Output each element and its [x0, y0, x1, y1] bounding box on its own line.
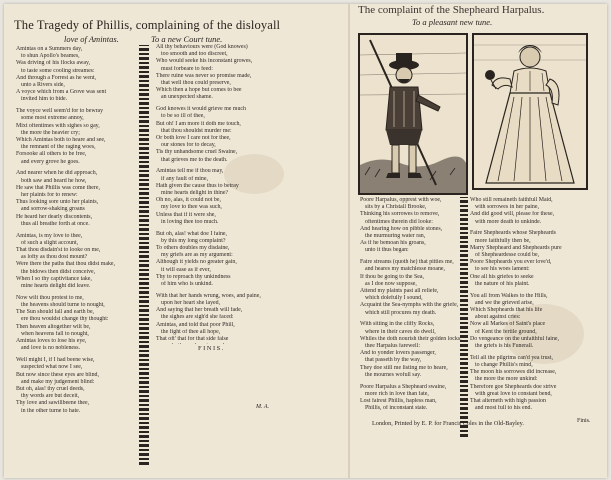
verse-line: Amintas, is my love to thee,: [16, 232, 83, 239]
verse-line: Thy to reproach thy unkindness: [156, 273, 231, 280]
verse-line: Poore Shepheards you ever love'd,: [470, 259, 552, 266]
verse-line: unto a Rivers side,: [21, 82, 65, 89]
verse-line: of Shepheardesse could be,: [475, 252, 540, 259]
verse-stanza: [470, 230, 600, 288]
verse-line: oftentimes therein did looke:: [365, 218, 433, 225]
verse-line: the more the more unkind:: [475, 376, 538, 383]
verse-line: some most extreme annoy,: [21, 115, 84, 122]
verse-line: where in their caves do dwell,: [365, 328, 436, 335]
verse-line: He saw that Phillis was come there,: [16, 184, 100, 191]
verse-line: the fight of thee all hope,: [161, 328, 221, 335]
verse-stanza: [360, 197, 462, 255]
verse-line: Whiles the doth nourish their golden locks,: [360, 335, 462, 342]
verse-line: One all his griefes to seeke: [470, 273, 534, 280]
verse-line: and every grove he goes.: [21, 158, 80, 165]
verse-line: Thinking his sorrowes to remove,: [360, 211, 440, 218]
verse-line: And saying that her breath will fade,: [156, 307, 243, 314]
verse-stanza: [156, 106, 284, 164]
verse-line: as lofty as thou dost mount?: [21, 254, 88, 261]
verse-line: All thy behaviours were (God knowes): [156, 44, 248, 50]
verse-line: You all from Walkes to the Hills,: [470, 292, 548, 299]
verse-line: that well thou could preserve,: [161, 80, 231, 87]
verse-line: But now since these eyes are blind,: [16, 371, 99, 378]
verse-line: to be so ill of thee,: [161, 113, 205, 120]
verse-line: But oh, alas! thy cruel deeds,: [16, 385, 85, 392]
verse-line: invited him to bide.: [21, 96, 68, 103]
verse-line: The Sun should fall and earth be,: [16, 309, 95, 316]
verse-line: if any fault of mine,: [161, 175, 208, 182]
verse-line: an unexpected shame.: [161, 94, 213, 101]
right-ballad-title: The complaint of the Shepheard Harpalus.: [358, 4, 545, 16]
verse-stanza: [360, 321, 462, 379]
verse-line: Forsooke all others to be free,: [16, 151, 87, 158]
verse-line: Amintas loves to lose his eye,: [16, 338, 87, 345]
verse-line: with sorrowes in her paine,: [475, 204, 539, 211]
verse-line: A voyce which from a Grove was sent: [16, 89, 107, 96]
verse-line: the murmuring water ran,: [365, 233, 426, 240]
verse-line: it will ease as if ever,: [161, 266, 211, 273]
verse-line: As if he bemoan his groans,: [360, 240, 426, 247]
verse-line: her plaints for to renew:: [21, 192, 78, 199]
verse-stanza: [470, 293, 600, 351]
column-1: [16, 46, 134, 462]
verse-line: And nearer when he did approach,: [16, 170, 98, 177]
verse-line: The moon his sorrowes did increase,: [470, 369, 557, 376]
verse-line: Tis thy unhandsome cruel Swaine,: [156, 149, 238, 156]
verse-stanza: [16, 295, 134, 353]
ornamental-border-left: [139, 45, 149, 465]
verse-line: sits by a Christall Brooke,: [365, 204, 427, 211]
verse-line: of him who is unkind.: [161, 281, 213, 288]
verse-line: Do vengeance on the unfaithful faine,: [470, 335, 559, 342]
verse-line: Then heaven altogether wilt be,: [16, 323, 91, 330]
verse-line: and heares my matchlesse moane,: [365, 266, 445, 273]
verse-line: Marry Shepheard and Shepheards pure: [470, 244, 562, 251]
verse-line: suspected what now I see,: [21, 364, 83, 371]
finis-right-mark: Finis.: [577, 418, 591, 424]
verse-line: Thus looking sore unto her plaints,: [16, 199, 99, 206]
verse-line: Acquaint the Sea-nymphs with the griefe,: [360, 302, 459, 309]
verse-line: But oh! I am more it doth me touch,: [156, 120, 241, 127]
verse-line: that passeth by the way,: [365, 357, 422, 364]
verse-line: the nature of his plaint.: [475, 280, 530, 287]
verse-stanza: [156, 44, 284, 102]
verse-line: With sitting in the cliffy Rocks,: [360, 321, 435, 328]
verse-line: And hearing how on pibble stones,: [360, 225, 443, 232]
left-ballad-title: The Tragedy of Phillis, complaining of the disloyall: [14, 18, 281, 32]
verse-stanza: [360, 259, 462, 317]
verse-line: Was driving of his flocks away,: [16, 60, 91, 67]
verse-line: the heavens should turne to nought,: [21, 302, 105, 309]
verse-line: They doe still me listing me to heare,: [360, 364, 448, 371]
verse-line: Hath given the cause thus to betray: [156, 182, 239, 189]
verse-line: The voyce well seem'd for to bewray: [16, 108, 104, 115]
verse-line: the mournes wofull say.: [365, 371, 422, 378]
verse-line: the remnant of the raging woes,: [21, 144, 96, 151]
verse-line: by this my long complaint?: [161, 237, 226, 244]
verse-line: Which Shepheards that his life: [470, 307, 543, 314]
verse-line: Attend my plaints past all reliefe,: [360, 288, 439, 295]
verse-stanza: [156, 293, 284, 344]
verse-line: Amintas, and told that poor Phill,: [156, 321, 235, 328]
verse-stanza: [156, 168, 284, 226]
verse-line: Therefore goe Shepheards doe strive: [470, 383, 557, 390]
verse-line: my griefs are as my argument:: [161, 252, 233, 259]
verse-line: mine hearts delight in thine?: [161, 190, 229, 197]
verse-line: in loving thee too much.: [161, 218, 219, 225]
verse-line: of such a slight account,: [21, 239, 79, 246]
woodcut-man-with-staff-icon: [358, 33, 468, 195]
verse-line: There ruine was never so promise made,: [156, 72, 252, 79]
column-4: [470, 197, 600, 437]
verse-line: with great love to constant bend,: [475, 390, 552, 397]
verse-line: the bidows then didst conceive,: [21, 268, 96, 275]
left-ballad-subtitle: love of Amintas.: [64, 34, 119, 44]
verse-line: the more the heavier cry;: [21, 129, 80, 136]
signature-mark: M. A.: [256, 404, 270, 410]
verse-stanza: [470, 197, 600, 226]
verse-line: must forbeare to feed:: [161, 65, 213, 72]
verse-stanza: [16, 357, 134, 415]
verse-line: Which Amintas both to heare and see,: [16, 137, 106, 144]
verse-line: when heavens fall to nought,: [21, 330, 89, 337]
verse-line: That alterneth with high passion: [470, 398, 546, 405]
verse-line: to change Phillis's mind,: [475, 362, 533, 369]
verse-line: Were there the paths that thou didst make,: [16, 261, 115, 268]
verse-stanza: [16, 233, 134, 291]
verse-line: He heard her dearly discontents,: [16, 213, 93, 220]
verse-line: That thou disdain'st to looke on me,: [16, 247, 101, 254]
verse-line: Who still remaineth faithfull Maid,: [470, 197, 553, 203]
sheet-fold: [348, 4, 350, 478]
column-2: [156, 44, 284, 344]
verse-line: which still procures my death.: [365, 309, 437, 316]
verse-line: upon her heart she layed,: [161, 300, 221, 307]
right-ballad-tune: To a pleasant new tune.: [412, 17, 493, 27]
verse-line: Amintas tell me if thou may,: [156, 168, 224, 175]
verse-stanza: [360, 384, 462, 413]
verse-line: about against cries:: [475, 314, 521, 321]
printer-imprint: London, Printed by E. P. for Francis Coles in the Old-Bayley.: [372, 420, 524, 427]
verse-line: Tell all the pilgrims can'd yea trust,: [470, 354, 553, 361]
verse-line: Amintas on a Summers day,: [16, 46, 83, 52]
verse-line: the sighes are sigh'd she faced:: [161, 314, 234, 321]
verse-line: which dolefully I sound,: [365, 295, 423, 302]
verse-line: Although it yields no greater gain,: [156, 259, 237, 266]
verse-line: Poore Harpalus a Shepheard swaine,: [360, 383, 447, 390]
verse-line: And through a Forrest as he went,: [16, 74, 96, 81]
verse-line: to taste some cooling streames:: [21, 67, 95, 74]
column-3: [360, 197, 462, 437]
verse-line: to see his woes lament:: [475, 266, 530, 273]
verse-line: Who would seeke his inconstant growes,: [156, 58, 253, 65]
verse-line: more faithfully then be,: [475, 237, 531, 244]
verse-line: with more death to unkinde.: [475, 218, 542, 225]
verse-line: Mixt oftentimes with sighes so gay,: [16, 122, 100, 129]
verse-line: my love to thee was such,: [161, 204, 222, 211]
verse-line: And did good will, please for these,: [470, 211, 555, 218]
verse-line: that thou shouldst murder me:: [161, 127, 232, 134]
verse-line: Faire Shepheards whose Shepheards: [470, 230, 556, 237]
verse-line: And to yonder lovers passenger,: [360, 350, 436, 357]
verse-line: To others doubles my disdaine,: [156, 245, 230, 252]
verse-line: ere thou wouldst change thy thought:: [21, 316, 109, 323]
verse-line: Which then a hope but comes to bee: [156, 87, 242, 94]
verse-line: God knowes it would grieve me much: [156, 106, 246, 113]
verse-line: If thou be going to the Sea,: [360, 273, 424, 280]
verse-line: and we the grieved arise,: [475, 299, 534, 306]
verse-line: Now wilt thou protest to me,: [16, 294, 84, 301]
verse-line: [156, 343, 284, 344]
verse-line: unto it thus began:: [365, 247, 409, 254]
verse-line: Thy love and sawillbeene thee,: [16, 400, 90, 407]
verse-stanza: [16, 46, 134, 104]
verse-line: Well might I, if I had beene wise,: [16, 357, 95, 364]
verse-line: that grieves me to the death.: [161, 156, 228, 163]
verse-line: both saw and heard he how,: [21, 177, 87, 184]
verse-line: and sorrow-shaking groans: [21, 206, 85, 213]
verse-line: thy words are but deceit,: [21, 393, 80, 400]
verse-line: But oh, alas! what doe I faine,: [156, 230, 227, 237]
verse-stanza: [16, 108, 134, 166]
verse-line: With that her hands wrung, woes, and paine,: [156, 292, 261, 299]
verse-line: in the other turne to hate.: [21, 407, 81, 414]
left-ballad-tune: To a new Court tune.: [151, 34, 223, 44]
verse-line: Now all Markes of Saint's place: [470, 321, 546, 328]
verse-stanza: [16, 170, 134, 228]
verse-line: more rich in love than fate,: [365, 390, 429, 397]
verse-stanza: [470, 355, 600, 413]
verse-line: Oh no, alas, it could not be,: [156, 197, 221, 204]
verse-line: thus all breathe forth at once.: [21, 220, 90, 227]
verse-line: to shun Apollo's beames,: [21, 53, 80, 60]
verse-line: When I so thy captivitance take,: [16, 275, 92, 282]
woodcut-woman-with-flower-icon: [472, 33, 588, 190]
verse-line: Poore Harpalus, opprest with woe,: [360, 197, 442, 203]
verse-line: too smooth and too discreet,: [161, 51, 228, 58]
verse-line: and love is no nobleness.: [21, 345, 81, 352]
verse-line: Faire streams (quoth he) that pitties me,: [360, 259, 454, 266]
verse-line: thee Harpalus farewell:: [365, 343, 420, 350]
verse-line: of Kent the fertile ground,: [475, 328, 537, 335]
verse-line: as I doe now suppose,: [365, 280, 417, 287]
verse-line: the griefs is his Funerall.: [475, 343, 534, 350]
verse-line: and make my judgement blind:: [21, 378, 95, 385]
finis-mark: FINIS.: [198, 345, 225, 352]
verse-line: mine hearts delight did leave.: [21, 283, 91, 290]
verse-line: That oft' that for that side false: [156, 336, 229, 343]
verse-line: Lost fairest Phillis, hapless man,: [360, 398, 437, 405]
verse-line: our stones for to decay,: [161, 142, 216, 149]
verse-stanza: [156, 231, 284, 289]
verse-line: and most full to his end.: [475, 405, 532, 412]
verse-line: Or both love I care not for thee,: [156, 135, 231, 142]
verse-line: Unless that if it were she,: [156, 211, 216, 218]
verse-line: Phillis, of inconstant state.: [365, 405, 428, 412]
